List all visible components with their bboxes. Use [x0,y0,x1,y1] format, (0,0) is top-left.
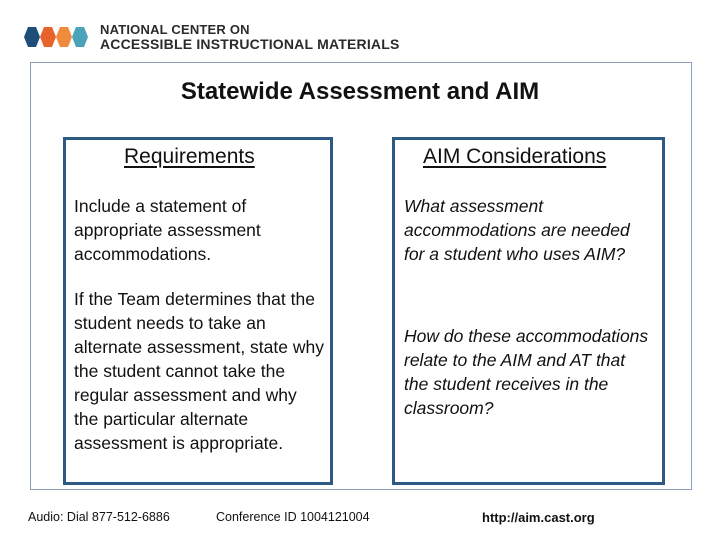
logo-text [100,22,400,52]
footer-audio: Audio: Dial 877-512-6886 [28,510,170,524]
logo-line-1: NATIONAL CENTER ON [100,22,250,37]
requirements-paragraph-2: If the Team determines that the student needs to take an alternate assessment, state why the student cannot take the regular assessment and why the particular alternate assessment is appropriate. [74,289,324,453]
slide-title: Statewide Assessment and AIM [180,78,540,105]
logo-hexagons-icon [22,24,92,50]
aim-considerations-paragraph-2: How do these accommodations relate to the AIM and AT that the student receives in the classroom? [404,326,649,418]
aim-considerations-box [392,137,665,485]
requirements-paragraph-1: Include a statement of appropriate assessment accommodations. [74,196,261,264]
footer-url[interactable]: http://aim.cast.org [482,510,595,525]
footer-conference-id: Conference ID 1004121004 [216,510,370,524]
aim-considerations-heading: AIM Considerations [423,145,607,168]
logo-line-2: ACCESSIBLE INSTRUCTIONAL MATERIALS [100,36,400,52]
ncaim-logo [22,22,400,52]
aim-considerations-paragraph-1: What assessment accommodations are needed for a student who uses AIM? [404,196,630,264]
requirements-heading: Requirements [124,145,255,168]
